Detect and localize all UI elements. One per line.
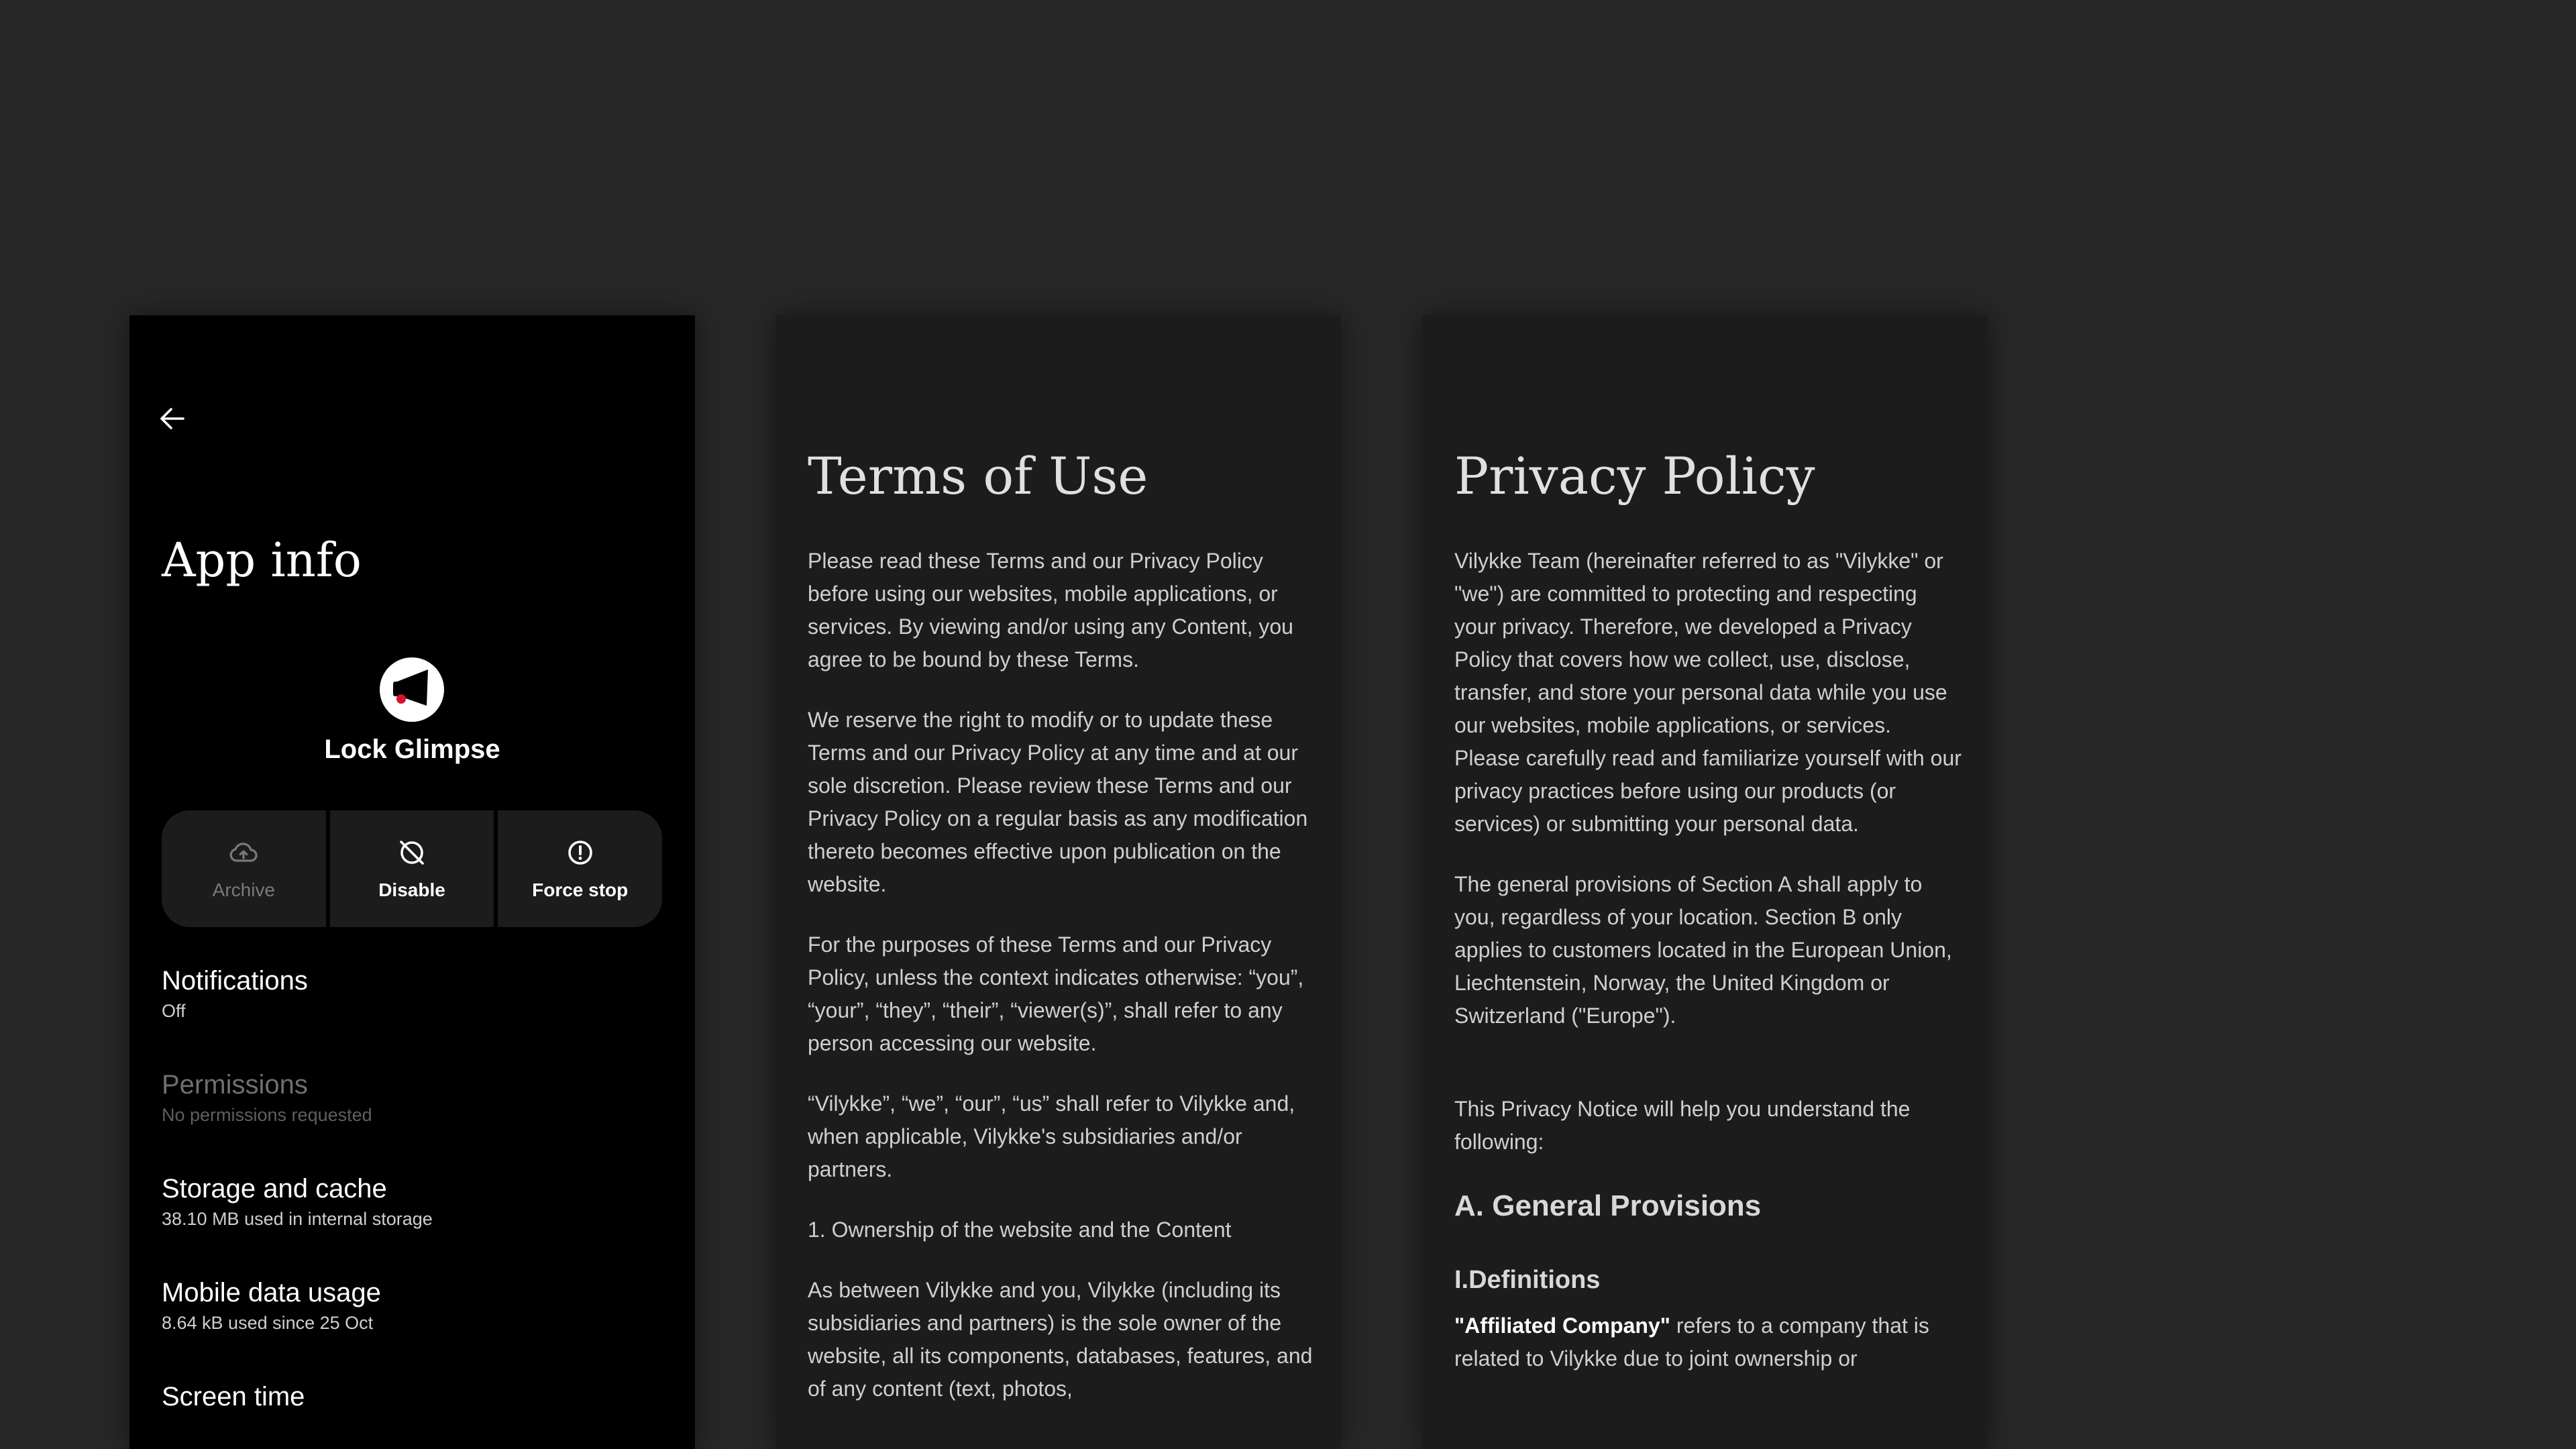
paragraph: As between Vilykke and you, Vilykke (including its subsidiaries and partners) is the sole owner of the website, all its components, databases, features, and of any content (text, photos, (808, 1278, 1313, 1401)
setting-title: Notifications (162, 966, 308, 996)
page-title: Terms of Use (808, 446, 1148, 506)
paragraph: Please read these Terms and our Privacy Policy before using our websites, mobile applications, or services. By viewing and/or using any Content, you agree to be bound by these Terms. (808, 549, 1293, 672)
settings-list (162, 965, 662, 1449)
setting-subtitle: No permissions requested (162, 1105, 372, 1125)
force-stop-button[interactable] (498, 810, 662, 927)
disable-button[interactable] (330, 810, 494, 927)
archive-label: Archive (212, 879, 276, 900)
app-name: Lock Glimpse (324, 735, 500, 764)
setting-title: Mobile data usage (162, 1278, 381, 1307)
privacy-screen[interactable] (1422, 315, 1988, 1449)
storage-setting[interactable] (162, 1173, 662, 1277)
app-icon (380, 657, 444, 722)
permissions-setting (162, 1069, 662, 1173)
definition-term: "Affiliated Company" (1454, 1313, 1670, 1338)
privacy-document (1454, 443, 1962, 1403)
disable-label: Disable (378, 879, 445, 900)
cloud-upload-icon (227, 837, 260, 869)
paragraph: The general provisions of Section A shall apply to you, regardless of your location. Section B only applies to customers located in the European Union, Liechtenstein, Norway, the United Kingdom or Switzerland ("Europe"). (1454, 872, 1952, 1028)
arrow-left-icon[interactable] (156, 402, 189, 435)
paragraph: For the purposes of these Terms and our Privacy Policy, unless the context indicates otherwise: “you”, “your”, “they”, “their”, “viewer(s)”, shall refer to any person accessing our website. (808, 932, 1304, 1055)
setting-subtitle: Off (162, 1001, 186, 1021)
paragraph: “Vilykke”, “we”, “our”, “us” shall refer to Vilykke and, when applicable, Vilykke's subsidiaries and/or partners. (808, 1091, 1295, 1181)
paragraph: This Privacy Notice will help you understand the following: (1454, 1097, 1911, 1154)
setting-title: Storage and cache (162, 1174, 387, 1203)
paragraph: Vilykke Team (hereinafter referred to as "Vilykke" or "we") are committed to protecting and respecting your privacy. Therefore, we developed a Privacy Policy that covers how we collect, use, disclose, transfer, and store your personal data while you use our websites, mobile applications, or services. Please carefully read and familiarize yourself with our privacy practices before using our products (or services) or submitting your personal data. (1454, 549, 1962, 836)
mobile-data-setting[interactable] (162, 1277, 662, 1381)
section-heading: A. General Provisions (1454, 1189, 1762, 1222)
paragraph: We reserve the right to modify or to update these Terms and our Privacy Policy at any time and at our sole discretion. Please review these Terms and our Privacy Policy on a regular basis as any modification thereto becomes effective upon publication on the website. (808, 708, 1308, 896)
subsection-heading: I.Definitions (1454, 1266, 1601, 1294)
definition (1454, 1309, 1962, 1375)
page-title: Privacy Policy (1454, 446, 1815, 506)
archive-button[interactable] (162, 810, 326, 927)
app-actions (162, 810, 662, 927)
terms-screen[interactable] (775, 315, 1341, 1449)
section-heading: 1. Ownership of the website and the Content (808, 1218, 1232, 1242)
setting-subtitle: 38.10 MB used in internal storage (162, 1209, 433, 1229)
page-title: App info (162, 533, 362, 588)
setting-title: Permissions (162, 1070, 308, 1099)
megaphone-icon (380, 657, 444, 722)
notifications-setting[interactable] (162, 965, 662, 1069)
definition-text: refers to a company that is related to Vilykke due to joint ownership or (1454, 1313, 1929, 1371)
screen-time-setting[interactable] (162, 1381, 662, 1449)
alert-circle-icon (564, 837, 596, 869)
terms-document (808, 443, 1315, 1433)
setting-subtitle: 8.64 kB used since 25 Oct (162, 1313, 374, 1333)
app-info-screen (129, 315, 695, 1449)
force-stop-label: Force stop (532, 879, 629, 900)
disable-icon (396, 837, 428, 869)
setting-title: Screen time (162, 1382, 305, 1411)
